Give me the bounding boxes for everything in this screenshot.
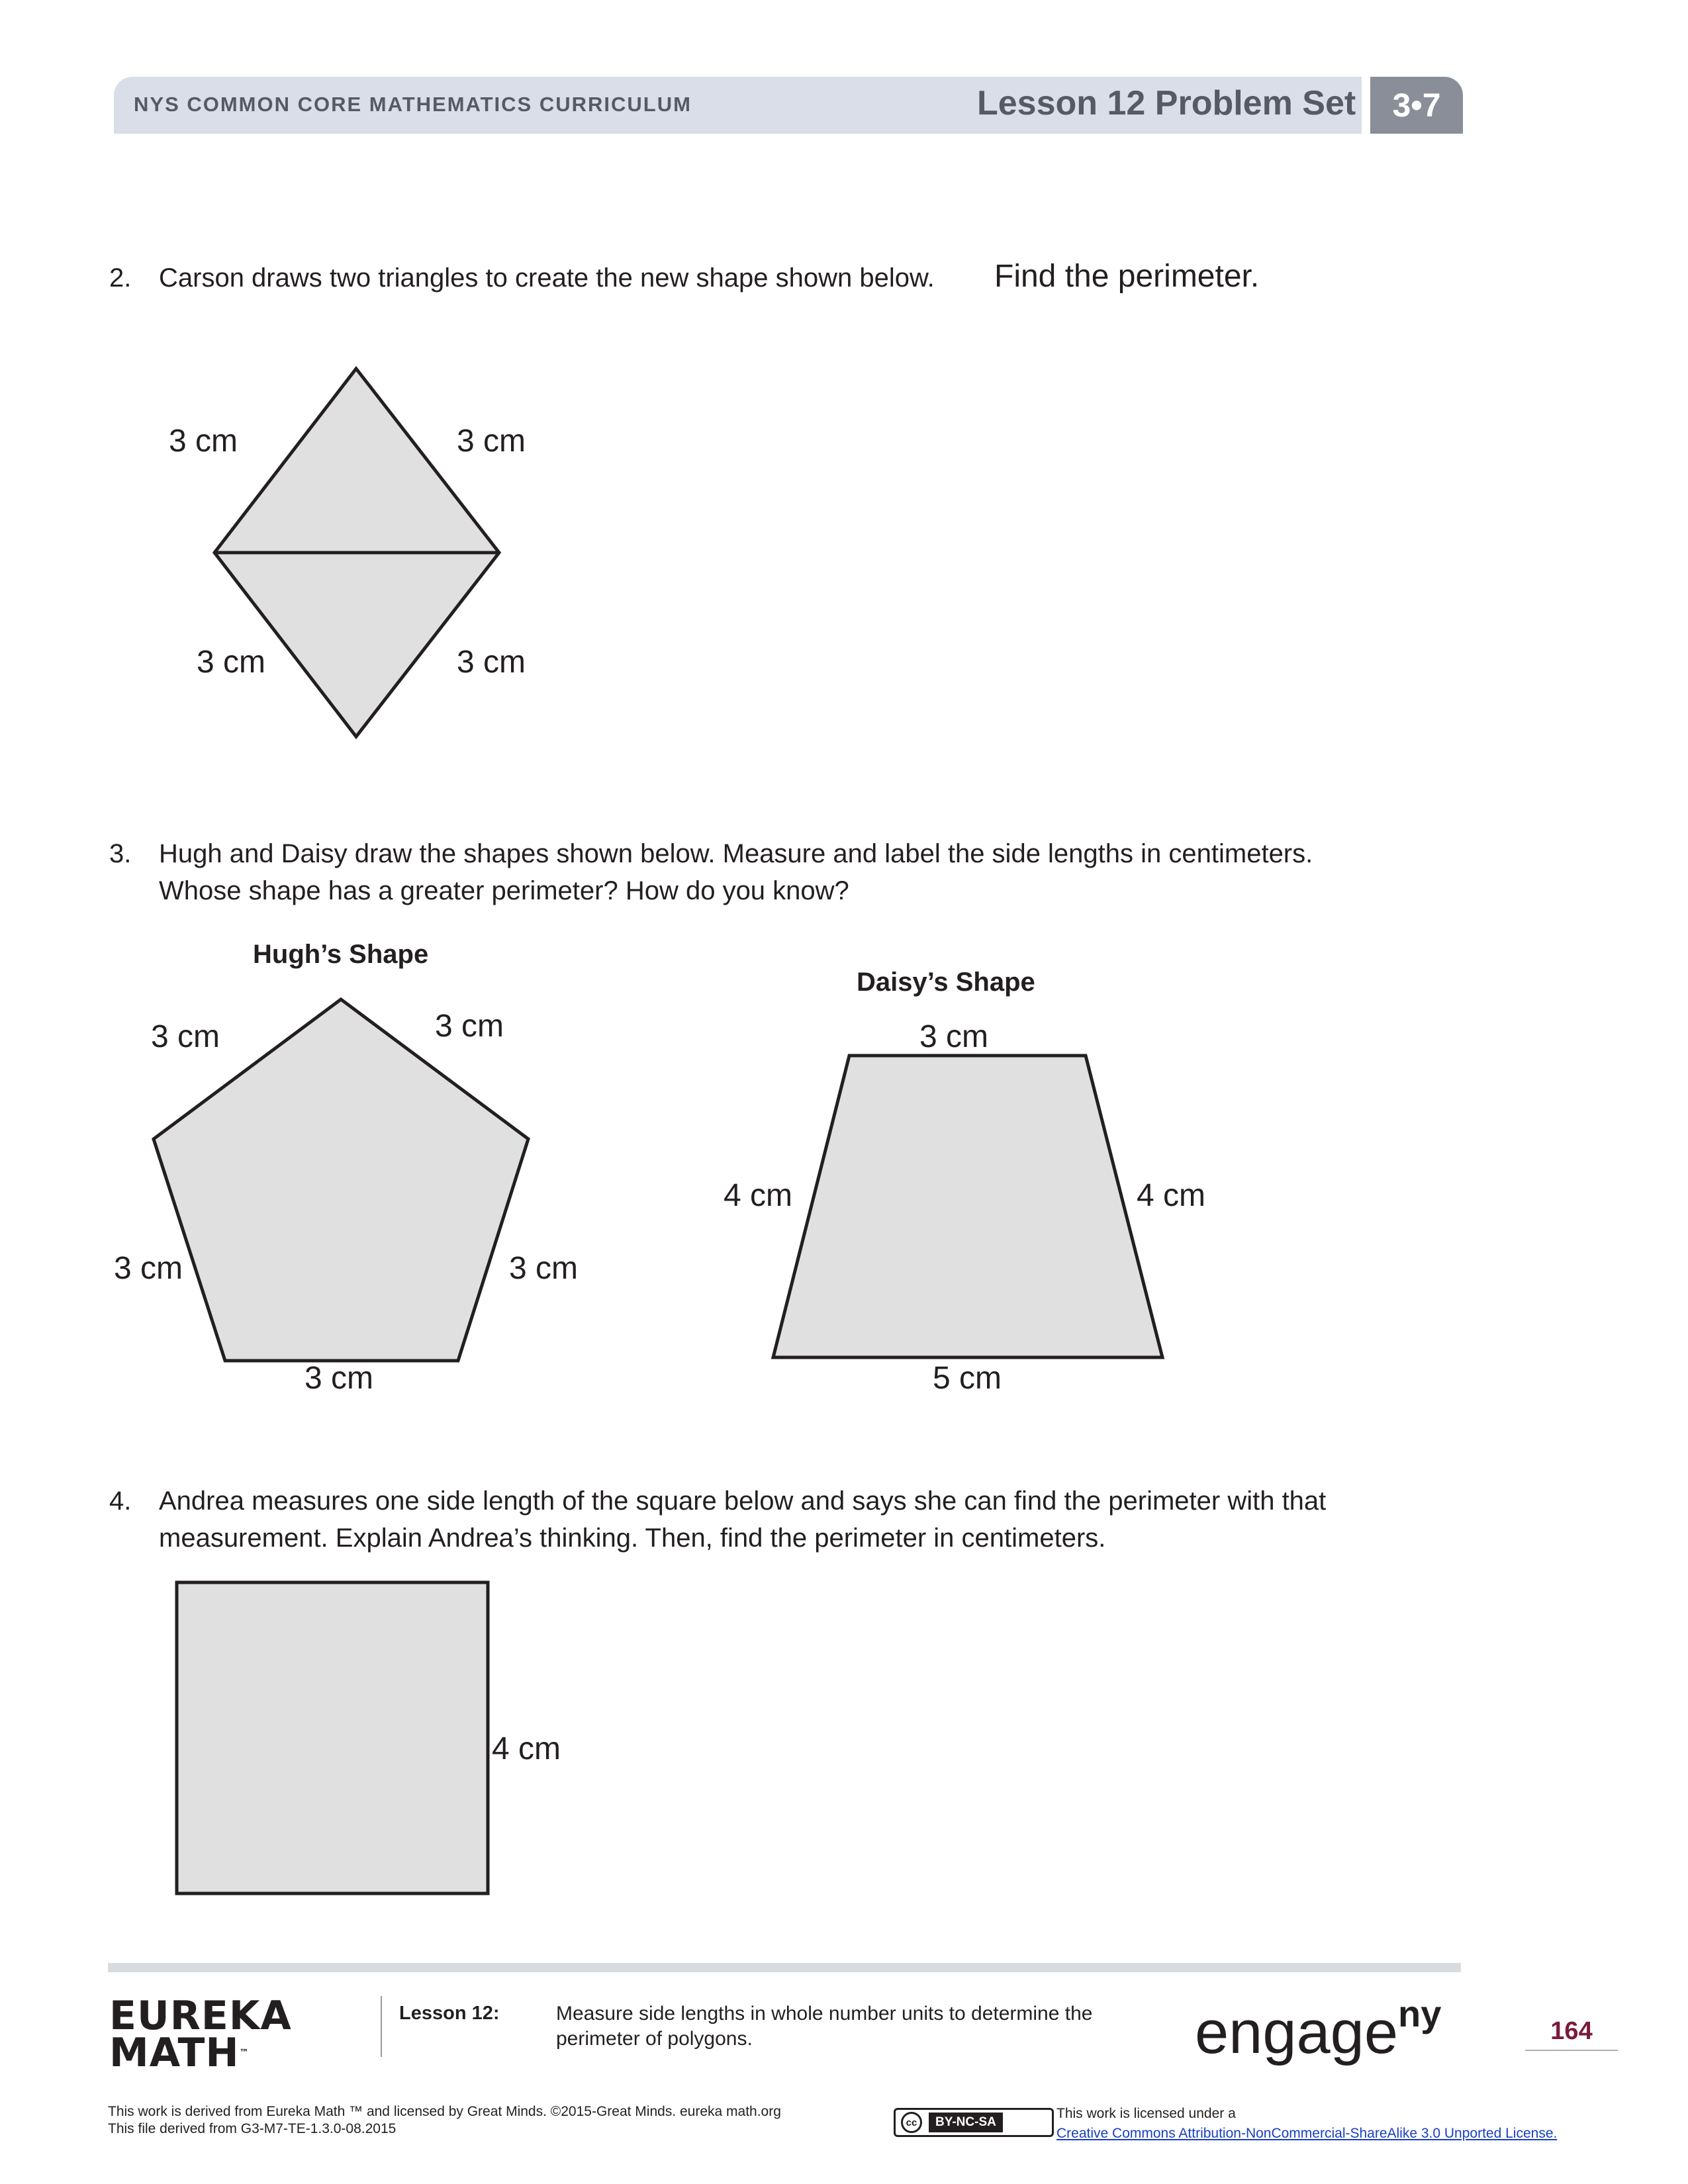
problem-4-line-2: measurement. Explain Andrea’s thinking. Then, find the perimeter in centimeters. xyxy=(159,1524,1106,1553)
problem-2-find-perimeter: Find the perimeter. xyxy=(994,259,1260,294)
problem-3-line-2: Whose shape has a greater perimeter? How do you know? xyxy=(159,876,849,905)
engageny-logo: engage$^{ny}$ xyxy=(1195,1993,1442,2066)
page-number: 164 xyxy=(1525,2017,1618,2051)
footer-rule xyxy=(108,1963,1461,1972)
license-text: This work is licensed under a xyxy=(1056,2106,1236,2121)
lesson-title: Lesson 12 Problem Set xyxy=(977,84,1356,122)
footer-divider xyxy=(381,1996,382,2057)
rhombus-label-bottom-left: 3 cm xyxy=(197,645,266,680)
license-link[interactable]: Creative Commons Attribution-NonCommercial-ShareAlike 3.0 Unported License. xyxy=(1056,2126,1558,2141)
problem-3-line-1: Hugh and Daisy draw the shapes shown below. Measure and label the side lengths in centimeters. xyxy=(159,839,1313,868)
curriculum-title: NYS COMMON CORE MATHEMATICS CURRICULUM xyxy=(134,93,692,116)
eureka-math-logo: EUREKA MATH™ xyxy=(109,1993,292,2076)
hugh-shape-title: Hugh’s Shape xyxy=(253,940,429,969)
daisy-label-right: 4 cm xyxy=(1137,1178,1206,1213)
daisy-label-bottom: 5 cm xyxy=(933,1361,1002,1396)
daisy-shape-title: Daisy’s Shape xyxy=(857,968,1035,997)
problem-2-number: 2. xyxy=(109,263,132,293)
hugh-label-bottom: 3 cm xyxy=(305,1361,374,1396)
daisy-trapezoid xyxy=(773,1056,1162,1357)
hugh-label-top-left: 3 cm xyxy=(151,1019,220,1054)
daisy-label-top: 3 cm xyxy=(919,1019,989,1054)
footer-credit: This work is derived from Eureka Math ™ and licensed by Great Minds. ©2015-Great Minds. eureka math.org This file derived from G3-M7-TE-1.3.0-08.2015 xyxy=(108,2104,781,2136)
hugh-label-right: 3 cm xyxy=(509,1251,579,1286)
problem-3-number: 3. xyxy=(109,839,132,868)
problem-4-number: 4. xyxy=(109,1486,132,1516)
andrea-square xyxy=(177,1582,488,1893)
cc-icon: cc xyxy=(901,2112,922,2133)
rhombus-label-top-right: 3 cm xyxy=(457,424,526,459)
grade-module-badge: 3•7 xyxy=(1370,77,1463,134)
rhombus-label-bottom-right: 3 cm xyxy=(457,645,526,680)
daisy-label-left: 4 cm xyxy=(724,1178,793,1213)
hugh-label-left: 3 cm xyxy=(114,1251,183,1286)
footer-lesson-description: Measure side lengths in whole number units to determine the perimeter of polygons. xyxy=(556,2003,1093,2050)
square-side-label: 4 cm xyxy=(492,1731,561,1766)
hugh-label-top-right: 3 cm xyxy=(435,1009,504,1044)
problem-2-text: Carson draws two triangles to create the new shape shown below. xyxy=(159,263,935,293)
rhombus-label-top-left: 3 cm xyxy=(169,424,238,459)
footer-lesson-label: Lesson 12: xyxy=(399,2003,500,2024)
creative-commons-badge: cc BY-NC-SA xyxy=(894,2108,1054,2137)
problem-4-line-1: Andrea measures one side length of the square below and says she can find the perimeter with that xyxy=(159,1486,1327,1516)
